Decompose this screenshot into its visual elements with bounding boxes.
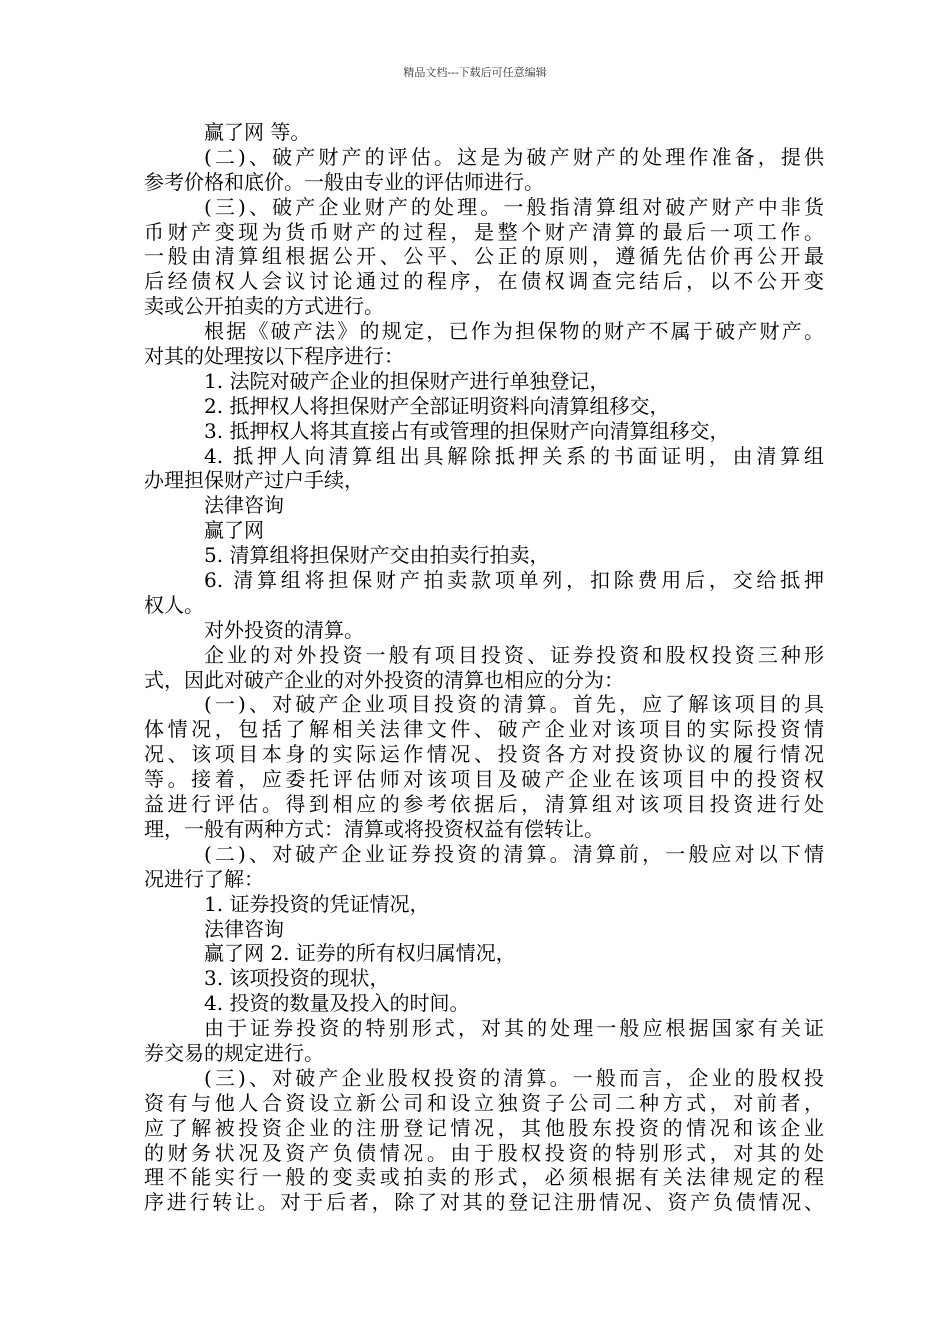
text-line: 办理担保财产过户手续， [144,468,364,493]
text-line: 5. 清算组将担保财产交由拍卖行拍卖， [204,543,550,568]
text-line: 序进行转让。对于后者，除了对其的登记注册情况、资产负债情况、 [144,1190,824,1215]
text-line: 资有与他人合资设立新公司和设立独资子公司二种方式，对前者， [144,1090,824,1115]
text-line: 理不能实行一般的变卖或拍卖的形式，必须根据有关法律规定的程 [144,1165,824,1190]
text-line: 4. 抵押人向清算组出具解除抵押关系的书面证明，由清算组 [204,443,824,468]
text-line: 由于证券投资的特别形式，对其的处理一般应根据国家有关证 [204,1016,824,1041]
text-line: 3. 该项投资的现状， [204,966,390,991]
text-line: 式，因此对破产企业的对外投资的清算也相应的分为： [144,667,624,692]
text-line: 况进行了解： [144,866,264,891]
text-line: 币财产变现为货币财产的过程，是整个财产清算的最后一项工作。 [144,219,824,244]
document-body [144,120,824,1215]
text-line: 对外投资的清算。 [204,617,364,642]
text-line: 卖或公开拍卖的方式进行。 [144,294,384,319]
text-line: 赢了网 2. 证券的所有权归属情况， [204,941,516,966]
text-line: 理，一般有两种方式：清算或将投资权益有偿转让。 [144,816,604,841]
text-line: 根据《破产法》的规定，已作为担保物的财产不属于破产财产。 [204,319,824,344]
page-header: 精品文档---下载后可任意编辑 [403,66,547,79]
text-line: 法律咨询 [204,916,284,941]
text-line: 一般由清算组根据公开、公平、公正的原则，遵循先估价再公开最 [144,244,824,269]
text-line: 4. 投资的数量及投入的时间。 [204,991,470,1016]
text-line: 券交易的规定进行。 [144,1040,324,1065]
text-line: (三)、破产企业财产的处理。一般指清算组对破产财产中非货 [204,194,824,219]
text-line: 对其的处理按以下程序进行： [144,344,404,369]
text-line: 2. 抵押权人将担保财产全部证明资料向清算组移交， [204,393,670,418]
text-line: 企业的对外投资一般有项目投资、证券投资和股权投资三种形 [204,642,824,667]
text-line: 6. 清算组将担保财产拍卖款项单列，扣除费用后，交给抵押 [204,568,824,593]
text-line: 后经债权人会议讨论通过的程序，在债权调查完结后，以不公开变 [144,269,824,294]
text-line: 况、该项目本身的实际运作情况、投资各方对投资协议的履行情况 [144,742,824,767]
text-line: 赢了网 [204,518,264,543]
text-line: 参考价格和底价。一般由专业的评估师进行。 [144,169,544,194]
text-line: (二)、对破产企业证券投资的清算。清算前，一般应对以下情 [204,841,824,866]
text-line: 法律咨询 [204,493,284,518]
text-line: (二)、破产财产的评估。这是为破产财产的处理作准备，提供 [204,144,824,169]
text-line: 赢了网 等。 [204,120,311,144]
text-line: (一)、对破产企业项目投资的清算。首先，应了解该项目的具 [204,692,824,717]
text-line: 益进行评估。得到相应的参考依据后，清算组对该项目投资进行处 [144,792,824,817]
text-line: 1. 证券投资的凭证情况， [204,891,430,916]
text-line: 1. 法院对破产企业的担保财产进行单独登记， [204,368,610,393]
text-line: 的财务状况及资产负债情况。由于股权投资的特别形式，对其的处 [144,1140,824,1165]
text-line: 应了解被投资企业的注册登记情况，其他股东投资的情况和该企业 [144,1115,824,1140]
text-line: 3. 抵押权人将其直接占有或管理的担保财产向清算组移交， [204,418,730,443]
text-line: (三)、对破产企业股权投资的清算。一般而言，企业的股权投 [204,1065,824,1090]
text-line: 权人。 [144,592,204,617]
text-line: 等。接着，应委托评估师对该项目及破产企业在该项目中的投资权 [144,767,824,792]
text-line: 体情况，包括了解相关法律文件、破产企业对该项目的实际投资情 [144,717,824,742]
